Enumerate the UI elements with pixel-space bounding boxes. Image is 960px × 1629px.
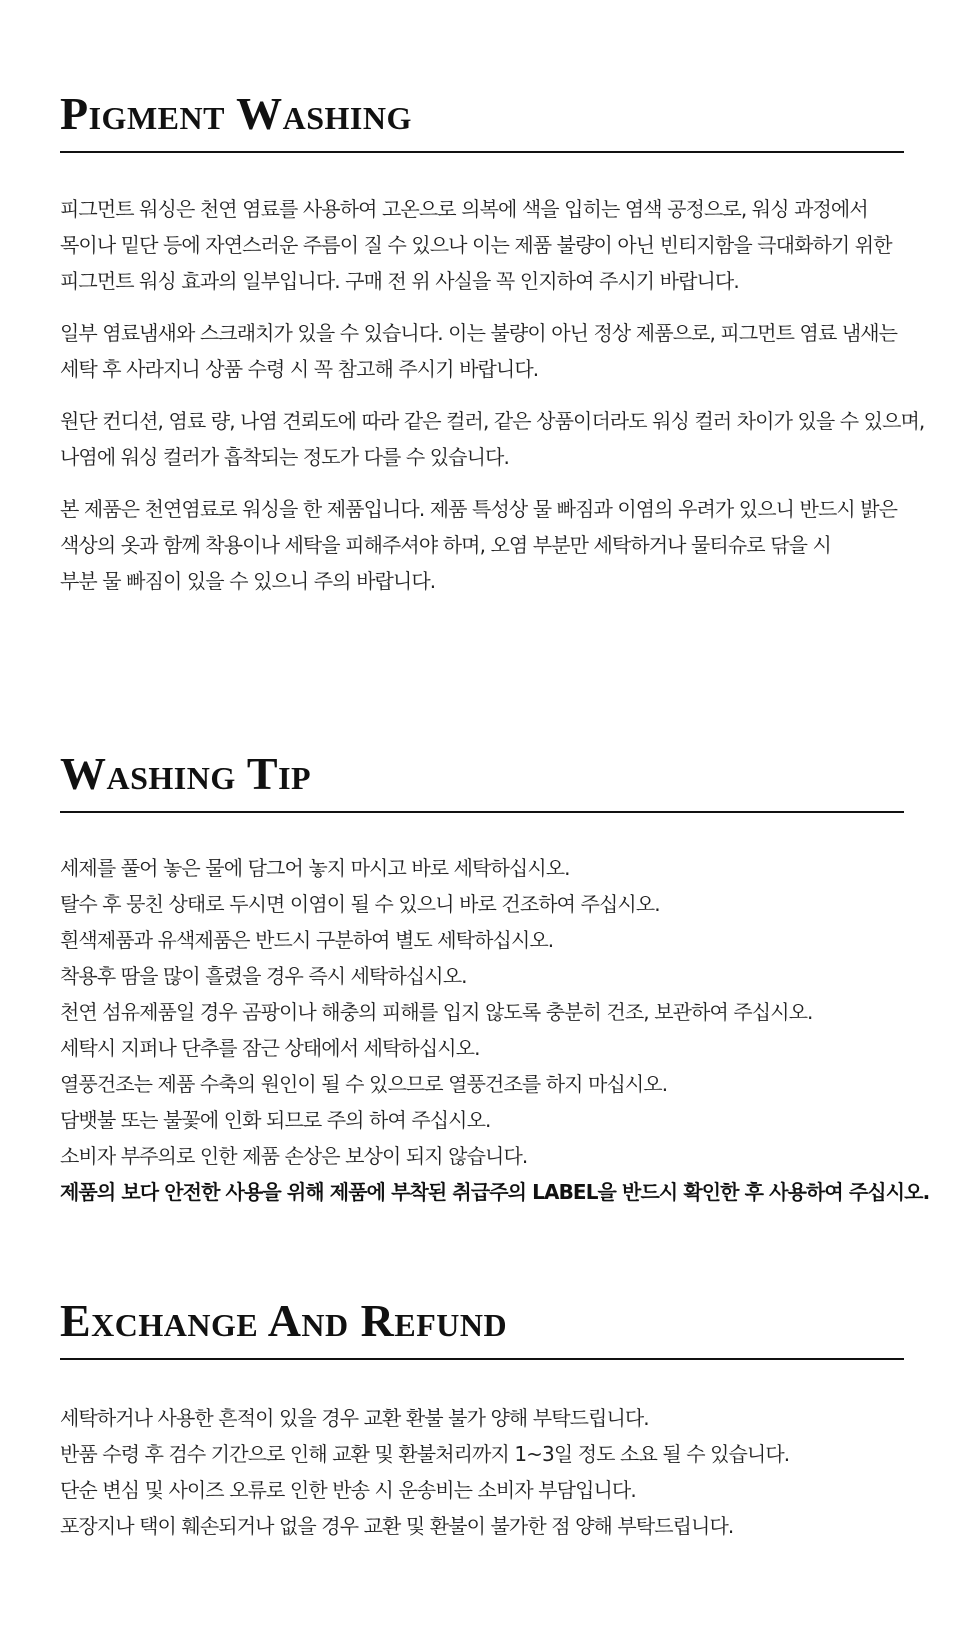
tip-item: 소비자 부주의로 인한 제품 손상은 보상이 되지 않습니다. [60, 1144, 528, 1168]
tip-item: 담뱃불 또는 불꽃에 인화 되므로 주의 하여 주십시오. [60, 1108, 491, 1132]
tip-item: 탈수 후 뭉친 상태로 두시면 이염이 될 수 있으니 바로 건조하여 주십시오. [60, 892, 660, 916]
section-title: Pigment Washing [60, 88, 412, 139]
section-divider [60, 811, 904, 813]
tip-item: 열풍건조는 제품 수축의 원인이 될 수 있으므로 열풍건조를 하지 마십시오. [60, 1072, 668, 1096]
policy-item: 세탁하거나 사용한 흔적이 있을 경우 교환 환불 불가 양해 부탁드립니다. [60, 1406, 649, 1430]
paragraph-line: 부분 물 빠짐이 있을 수 있으니 주의 바랍니다. [60, 569, 436, 593]
tip-item: 흰색제품과 유색제품은 반드시 구분하여 별도 세탁하십시오. [60, 928, 554, 952]
exchange-refund-section [60, 1295, 904, 1544]
paragraph-line: 색상의 옷과 함께 착용이나 세탁을 피해주셔야 하며, 오염 부분만 세탁하거나 물티슈로 닦을 시 [60, 533, 831, 557]
washing-tip-section [60, 748, 930, 1210]
tip-item: 세탁시 지퍼나 단추를 잠근 상태에서 세탁하십시오. [60, 1036, 480, 1060]
paragraph-line: 원단 컨디션, 염료 량, 나염 견뢰도에 따라 같은 컬러, 같은 상품이더라도 워싱 컬러 차이가 있을 수 있으며, [60, 409, 925, 433]
paragraph-line: 일부 염료냄새와 스크래치가 있을 수 있습니다. 이는 불량이 아닌 정상 제품으로, 피그먼트 염료 냄새는 [60, 321, 898, 345]
tip-item-emphasis: 제품의 보다 안전한 사용을 위해 제품에 부착된 취급주의 LABEL을 반드시 확인한 후 사용하여 주십시오. [60, 1180, 930, 1204]
section-title: Exchange And Refund [60, 1295, 508, 1346]
pigment-washing-section [60, 88, 925, 599]
section-body [60, 191, 925, 599]
paragraph-line: 세탁 후 사라지니 상품 수령 시 꼭 참고해 주시기 바랍니다. [60, 357, 539, 381]
tip-item: 착용후 땀을 많이 흘렸을 경우 즉시 세탁하십시오. [60, 964, 467, 988]
section-divider [60, 1358, 904, 1360]
policy-item: 포장지나 택이 훼손되거나 없을 경우 교환 및 환불이 불가한 점 양해 부탁드립니다. [60, 1514, 734, 1538]
paragraph [60, 403, 925, 475]
section-title: Washing Tip [60, 748, 312, 799]
section-divider [60, 151, 904, 153]
paragraph-line: 나염에 워싱 컬러가 흡착되는 정도가 다를 수 있습니다. [60, 445, 509, 469]
tip-list [60, 850, 930, 1210]
paragraph [60, 315, 904, 387]
paragraph [60, 491, 904, 599]
paragraph-line: 본 제품은 천연염료로 워싱을 한 제품입니다. 제품 특성상 물 빠짐과 이염의 우려가 있으니 반드시 밝은 [60, 497, 898, 521]
paragraph-line: 목이나 밑단 등에 자연스러운 주름이 질 수 있으나 이는 제품 불량이 아닌 빈티지함을 극대화하기 위한 [60, 233, 892, 257]
policy-item: 반품 수령 후 검수 기간으로 인해 교환 및 환불처리까지 1~3일 정도 소요 될 수 있습니다. [60, 1442, 790, 1466]
tip-item: 세제를 풀어 놓은 물에 담그어 놓지 마시고 바로 세탁하십시오. [60, 856, 570, 880]
policy-list [60, 1400, 904, 1544]
paragraph-line: 피그먼트 워싱은 천연 염료를 사용하여 고온으로 의복에 색을 입히는 염색 공정으로, 워싱 과정에서 [60, 197, 868, 221]
tip-item: 천연 섬유제품일 경우 곰팡이나 해충의 피해를 입지 않도록 충분히 건조, 보관하여 주십시오. [60, 1000, 813, 1024]
paragraph [60, 191, 904, 299]
policy-item: 단순 변심 및 사이즈 오류로 인한 반송 시 운송비는 소비자 부담입니다. [60, 1478, 636, 1502]
paragraph-line: 피그먼트 워싱 효과의 일부입니다. 구매 전 위 사실을 꼭 인지하여 주시기 바랍니다. [60, 269, 739, 293]
